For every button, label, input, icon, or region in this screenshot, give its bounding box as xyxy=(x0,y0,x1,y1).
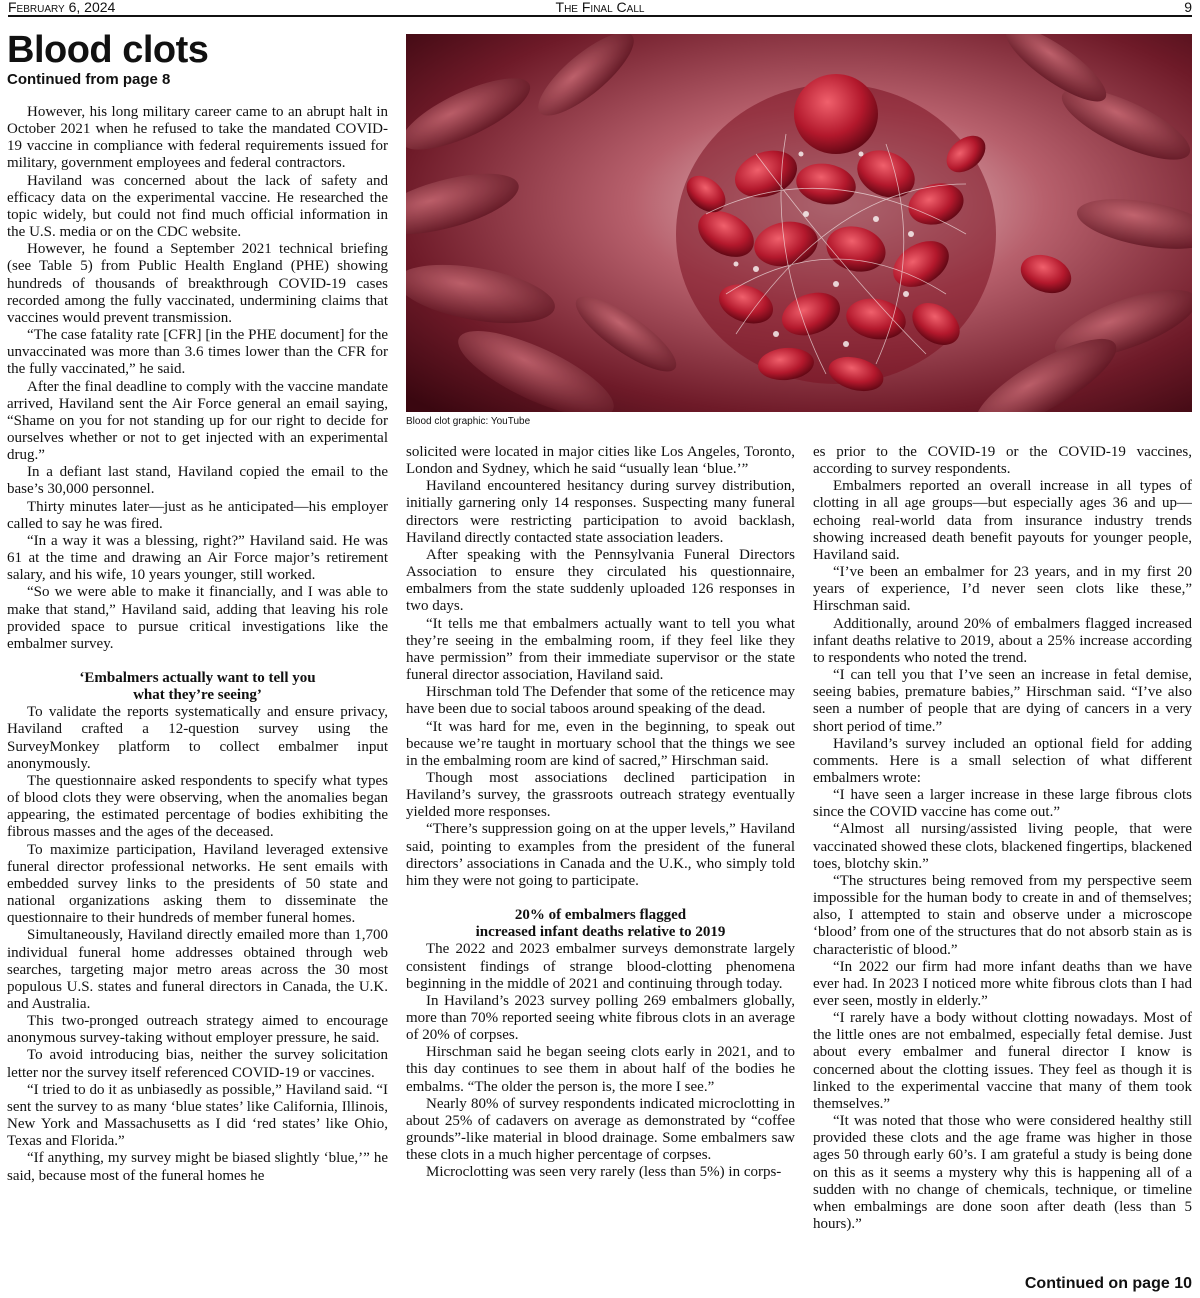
paragraph: “If anything, my survey might be biased slightly ‘blue,’” he said, because most of the funeral homes he xyxy=(7,1150,388,1184)
paragraph: In a defiant last stand, Haviland copied the email to the base’s 30,000 personnel. xyxy=(7,464,388,498)
paragraph: To validate the reports systematically and ensure privacy, Haviland crafted a 12-question survey using the SurveyMonkey platform to collect embalmer input anonymously. xyxy=(7,704,388,772)
article-column-1 xyxy=(7,104,388,1294)
paragraph: “Almost all nursing/assisted living people, that were vaccinated showed these clots, blackened fingertips, blackened toes, blotchy skin.” xyxy=(813,821,1192,872)
paragraph: After the final deadline to comply with the vaccine mandate arrived, Haviland sent the Air Force general an email saying, “Shame on you for not standing up for our right to decide for ourselves whether or not to get injected with an experimental drug.” xyxy=(7,378,388,464)
paragraph: However, his long military career came to an abrupt halt in October 2021 when he refused to take the mandated COVID-19 vaccine in compliance with federal requirements issued for military, government employees and federal contractors. xyxy=(7,104,388,172)
paragraph: solicited were located in major cities like Los Angeles, Toronto, London and Sydney, which he said “usually lean ‘blue.’” xyxy=(406,444,795,478)
paragraph: “I have seen a larger increase in these large fibrous clots since the COVID vaccine has come out.” xyxy=(813,787,1192,821)
paragraph: “It tells me that embalmers actually want to tell you what they’re seeing in the embalming room, if they feel like they have permission” from their immediate supervisor or the state funeral director association, Haviland said. xyxy=(406,615,795,684)
paragraph: “The case fatality rate [CFR] [in the PHE document] for the unvaccinated was more than 3.6 times lower than the CFR for the fully vaccinated,” he said. xyxy=(7,327,388,378)
paragraph: Haviland encountered hesitancy during survey distribution, initially garnering only 14 responses. Suspecting many funeral directors were restricting participation to avoid backlash, Haviland directly contacted state association leaders. xyxy=(406,478,795,546)
subheading-line: 20% of embalmers flagged xyxy=(514,907,687,924)
paragraph: “The structures being removed from my perspective seem impossible for the human body to create in and of themselves; also, I attempted to stain and observe under a microscope ‘blood’ from one of the structures that do not absorb stain as is characteristic of blood.” xyxy=(813,872,1192,958)
paragraph: This two-pronged outreach strategy aimed to encourage anonymous survey-taking without employer pressure, he said. xyxy=(7,1013,388,1047)
paragraph: In Haviland’s 2023 survey polling 269 embalmers globally, more than 70% reported seeing white fibrous clots in an average of 20% of corpses. xyxy=(406,992,795,1044)
paragraph: The 2022 and 2023 embalmer surveys demonstrate largely consistent findings of strange blood-clotting phenomena beginning in the middle of 2021 and continuing through today. xyxy=(406,941,795,992)
paragraph: es prior to the COVID-19 or the COVID-19 vaccines, according to survey respondents. xyxy=(813,444,1192,478)
paragraph: Embalmers reported an overall increase in all types of clotting in all age groups—but especially ages 36 and up—echoing real-world data from insurance industry trends showing increased death benefit payouts for younger people, Haviland said. xyxy=(813,478,1192,563)
paragraph: “It was noted that those who were considered healthy still provided these clots and the age frame was higher in those ages 50 through early 60’s. I am grateful a study is being done on this as it seems a mystery why this is happening all of a sudden with no change of chemicals, technique, or timeline when embalmings are done soon after death (less than 5 hours).” xyxy=(813,1113,1192,1233)
image-caption: Blood clot graphic: YouTube xyxy=(406,416,531,427)
subheading-line: what they’re seeing’ xyxy=(133,687,262,704)
paragraph: Additionally, around 20% of embalmers flagged increased infant deaths relative to 2019, about a 25% increase according to respondents who noted the trend. xyxy=(813,615,1192,666)
paragraph: Microclotting was seen very rarely (less than 5%) in corps- xyxy=(426,1164,782,1181)
paragraph: “In a way it was a blessing, right?” Haviland said. He was 61 at the time and drawing an Air Force major’s retirement salary, and his wife, 10 years younger, still worked. xyxy=(7,532,388,584)
paragraph: Though most associations declined participation in Haviland’s survey, the grassroots outreach strategy eventually yielded more responses. xyxy=(406,769,795,821)
publication-name: The Final Call xyxy=(555,0,645,15)
paragraph: “I can tell you that I’ve seen an increase in fetal demise, seeing babies, premature babies,” Hirschman said. “I’ve also seen a number of people that are dying of cancers in a very short period of time.” xyxy=(813,667,1192,735)
blood-clot-illustration xyxy=(406,34,1192,412)
paragraph: Nearly 80% of survey respondents indicated microclotting in about 25% of cadavers on average as demonstrated by “coffee grounds”-like material in blood drainage. Some embalmers saw these clots in a much higher percentage of corpses. xyxy=(406,1095,795,1164)
paragraph: Haviland’s survey included an optional field for adding comments. Here is a small selection of what different embalmers wrote: xyxy=(813,735,1192,786)
article-column-2 xyxy=(406,444,795,1294)
paragraph: Thirty minutes later—just as he anticipated—his employer called to say he was fired. xyxy=(7,498,388,532)
paragraph: “There’s suppression going on at the upper levels,” Haviland said, pointing to examples from the president of the funeral directors’ associations in Canada and the U.K., who simply told him they were not going to participate. xyxy=(406,821,795,889)
article-headline: Blood clots xyxy=(7,29,209,71)
article-column-3 xyxy=(813,444,1192,1274)
paragraph: Hirschman told The Defender that some of the reticence may have been due to social taboos around speaking of the dead. xyxy=(406,684,795,718)
paragraph: Simultaneously, Haviland directly emailed more than 1,700 individual funeral home addresses obtained through web searches, targeting major metro areas across the 30 most populous U.S. states and funeral directors in Canada, the U.K. and Australia. xyxy=(7,927,388,1012)
paragraph: “I tried to do it as unbiasedly as possible,” Haviland said. “I sent the survey to as many ‘blue states’ like California, Illinois, New York and Massachusetts as I did ‘red states’ like Ohio, Texas and Florida.” xyxy=(7,1081,388,1150)
paragraph: Hirschman said he began seeing clots early in 2021, and to this day continues to see them in about half of the bodies he embalms. “The older the person is, the more I see.” xyxy=(406,1044,795,1095)
paragraph: “So we were able to make it financially, and I was able to make that stand,” Haviland said, adding that leaving his role provided space to pursue critical investigations like the embalmer survey. xyxy=(7,584,388,652)
paragraph: “I’ve been an embalmer for 23 years, and in my first 20 years of experience, I’d never seen clots like these,” Hirschman said. xyxy=(813,564,1192,615)
subheading-line: ‘Embalmers actually want to tell you xyxy=(79,670,316,686)
issue-date: February 6, 2024 xyxy=(8,0,116,15)
subheading-line: increased infant deaths relative to 2019 xyxy=(475,924,726,941)
paragraph: After speaking with the Pennsylvania Funeral Directors Association to ensure they circulated his questionnaire, embalmers from the state suddenly uploaded 126 responses in two days. xyxy=(406,546,795,615)
continued-on-label: Continued on page 10 xyxy=(1024,1275,1192,1292)
paragraph: “In 2022 our firm had more infant deaths than we have ever had. In 2023 I noticed more white fibrous clots than I had ever seen, mostly in elderly.” xyxy=(813,958,1192,1009)
page-header xyxy=(8,0,1192,17)
paragraph: To maximize participation, Haviland leveraged extensive funeral director professional networks. He sent emails with embedded survey links to the presidents of 50 state and national organizations asking them to disseminate the questionnaire to their hundreds of member funeral homes. xyxy=(7,841,388,927)
page-number: 9 xyxy=(1184,0,1192,15)
paragraph: “It was hard for me, even in the beginning, to speak out because we’re taught in mortuary school that the things we see in the embalming room are kind of sacred,” Hirschman said. xyxy=(406,718,795,769)
paragraph: However, he found a September 2021 technical briefing (see Table 5) from Public Health England (PHE) showing hundreds of thousands of breakthrough COVID-19 cases recorded among the fully vaccinated, undermining claims that vaccines would prevent transmission. xyxy=(7,241,388,326)
paragraph: “I rarely have a body without clotting nowadays. Most of the little ones are not embalmed, especially fetal demise. Just about every embalmer and funeral director I know is concerned about the clotting issues. They feel as though it is linked to the experimental vaccine that many of them took themselves.” xyxy=(813,1010,1192,1112)
blood-clot-graphic xyxy=(406,34,1192,412)
continued-from-label: Continued from page 8 xyxy=(7,71,171,88)
section-subheading xyxy=(406,907,795,941)
paragraph: Haviland was concerned about the lack of safety and efficacy data on the experimental vaccine. He researched the topic widely, but could not find much official information in the U.S. media or on the CDC website. xyxy=(7,172,388,241)
section-subheading xyxy=(7,670,388,704)
paragraph: The questionnaire asked respondents to specify what types of blood clots they were observing, when the anomalies began appearing, the estimated percentage of bodies exhibiting the fibrous masses and the ages of the deceased. xyxy=(7,772,388,841)
paragraph: To avoid introducing bias, neither the survey solicitation letter nor the survey itself referenced COVID-19 or vaccines. xyxy=(7,1047,388,1081)
